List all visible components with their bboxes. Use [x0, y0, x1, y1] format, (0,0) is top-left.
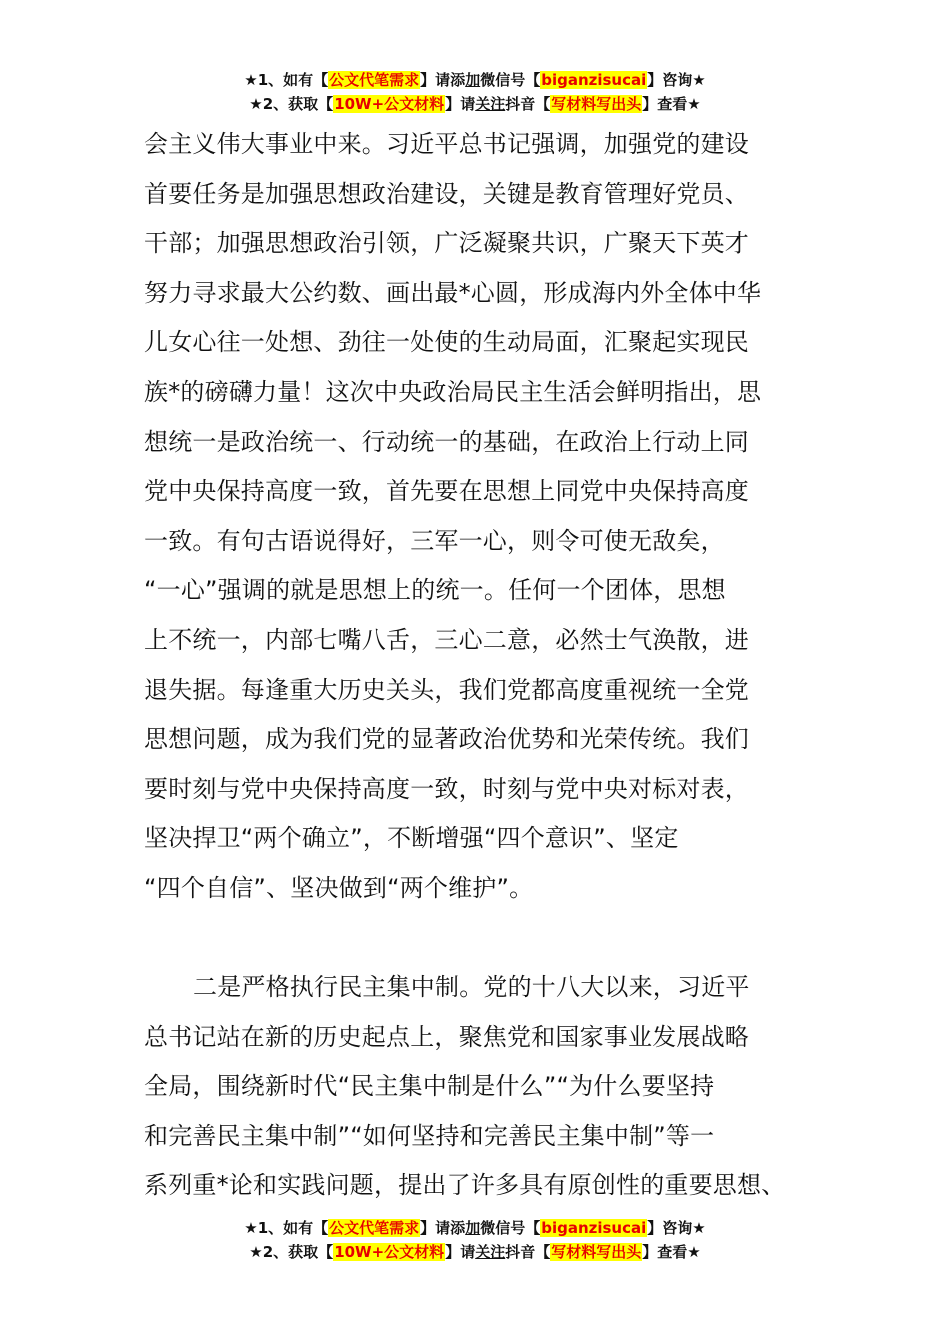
promo-highlight: 10W+公文材料 [334, 1243, 445, 1261]
text-line: 努力寻求最大公约数、画出最*心圆，形成海内外全体中华 [144, 278, 762, 307]
paragraph-1 [144, 120, 824, 914]
text-line: 和完善民主集中制”“如何坚持和完善民主集中制”等一 [144, 1121, 715, 1150]
promo-text: 】咨询★ [647, 71, 706, 89]
text-line: “一心”强调的就是思想上的统一。任何一个团体，思想 [144, 576, 726, 605]
text-line: 干部；加强思想政治引领，广泛凝聚共识，广聚天下英才 [144, 229, 749, 258]
text-line: 党中央保持高度一致，首先要在思想上同党中央保持高度 [144, 477, 749, 506]
promo-underlined-text: 加 [465, 71, 481, 89]
header-promo-banner [0, 68, 950, 116]
text-line: “四个自信”、坚决做到“两个维护”。 [144, 873, 534, 902]
document-body [144, 120, 824, 1211]
promo-highlight: 10W+公文材料 [334, 95, 445, 113]
promo-text: 抖音【 [505, 95, 551, 113]
promo-underlined-text: 关注 [475, 1243, 506, 1261]
promo-underlined-text: 加 [465, 1219, 481, 1237]
promo-text: 】查看★ [642, 1243, 701, 1261]
promo-line-1 [0, 68, 950, 92]
promo-text: ★1、如有【 [244, 1219, 329, 1237]
promo-text: 】请添 [420, 71, 466, 89]
promo-highlight: 公文代笔需求 [329, 1219, 420, 1237]
text-line: 二是严格执行民主集中制。党的十八大以来，习近平 [193, 973, 750, 1002]
text-line: 思想问题，成为我们党的显著政治优势和光荣传统。我们 [144, 725, 749, 754]
text-line: 会主义伟大事业中来。习近平总书记强调，加强党的建设 [144, 130, 749, 158]
promo-highlight: 写材料写出头 [551, 1243, 642, 1261]
promo-text: 】咨询★ [647, 1219, 706, 1237]
promo-line-1 [0, 1216, 950, 1240]
paragraph-2 [144, 963, 824, 1211]
text-line: 总书记站在新的历史起点上，聚焦党和国家事业发展战略 [144, 1022, 749, 1051]
text-line: 想统一是政治统一、行动统一的基础，在政治上行动上同 [144, 427, 749, 456]
text-line: 系列重*论和实践问题，提出了许多具有原创性的重要思想、 [144, 1171, 786, 1200]
text-line: 族*的磅礴力量！这次中央政治局民主生活会鲜明指出，思 [144, 377, 762, 406]
promo-text: 】查看★ [642, 95, 701, 113]
promo-line-2 [0, 92, 950, 116]
promo-highlight: biganzisucai [541, 1219, 647, 1237]
promo-text: ★2、获取【 [249, 1243, 334, 1261]
promo-underlined-text: 关注 [475, 95, 506, 113]
text-line: 儿女心往一处想、劲往一处使的生动局面，汇聚起实现民 [144, 328, 749, 357]
promo-text: ★1、如有【 [244, 71, 329, 89]
promo-text: 微信号【 [480, 71, 541, 89]
promo-highlight: 公文代笔需求 [329, 71, 420, 89]
paragraph-spacer [144, 914, 824, 964]
footer-promo-banner [0, 1216, 950, 1264]
text-line: 坚决捍卫“两个确立”，不断增强“四个意识”、坚定 [144, 824, 679, 853]
promo-line-2 [0, 1240, 950, 1264]
text-line: 全局，围绕新时代“民主集中制是什么”“为什么要坚持 [144, 1072, 715, 1101]
text-line: 退失据。每逢重大历史关头，我们党都高度重视统一全党 [144, 675, 749, 704]
promo-text: 】请 [445, 95, 476, 113]
promo-text: 】请添 [420, 1219, 466, 1237]
text-line: 要时刻与党中央保持高度一致，时刻与党中央对标对表， [144, 774, 749, 803]
promo-text: 微信号【 [480, 1219, 541, 1237]
promo-text: ★2、获取【 [249, 95, 334, 113]
promo-highlight: 写材料写出头 [551, 95, 642, 113]
promo-text: 】请 [445, 1243, 476, 1261]
text-line: 一致。有句古语说得好，三军一心，则令可使无敌矣， [144, 526, 725, 555]
text-line: 上不统一，内部七嘴八舌，三心二意，必然士气涣散，进 [144, 625, 749, 654]
promo-highlight: biganzisucai [541, 71, 647, 89]
promo-text: 抖音【 [505, 1243, 551, 1261]
text-line: 首要任务是加强思想政治建设，关键是教育管理好党员、 [144, 179, 749, 208]
